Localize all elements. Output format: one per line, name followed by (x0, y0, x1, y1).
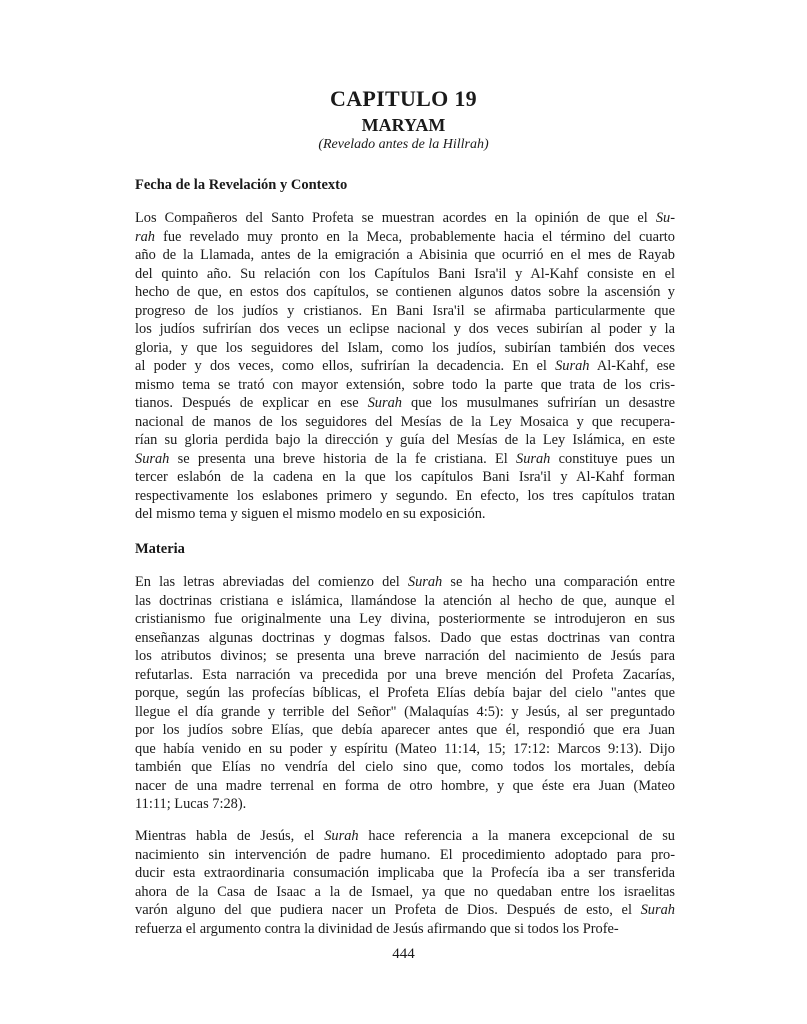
text-segment: llegue el día grande y terrible del Señor" (Malaquías 4:5): y Jesús, al ser preguntado (135, 703, 675, 720)
text-line (135, 357, 675, 376)
text-line (135, 246, 675, 265)
text-line (135, 505, 675, 524)
text-line (135, 468, 675, 487)
text-segment: gloria, y que los seguidores del Islam, como los judíos, subirían también dos veces (135, 339, 675, 356)
text-segment: 11:11; Lucas 7:28). (135, 796, 247, 812)
italic-segment: Surah (135, 450, 170, 467)
text-line (135, 777, 675, 796)
text-segment: Los Compañeros del Santo Profeta se muestran acordes en la opinión de que el (135, 210, 656, 226)
italic-segment: Surah (516, 450, 551, 467)
italic-segment: Surah (367, 395, 402, 411)
text-line (135, 265, 675, 284)
text-line (135, 394, 675, 413)
paragraph-context (135, 209, 675, 524)
text-segment: Al-Kahf, ese (589, 358, 675, 374)
text-segment: fue revelado muy pronto en la Meca, probablemente hacia el término del cuarto (155, 228, 675, 245)
text-line (135, 450, 675, 469)
text-segment: nacer de una madre terrenal en forma de otro hombre, y que éste era Juan (Mateo (135, 777, 675, 794)
text-segment: refuerza el argumento contra la divinidad de Jesús afirmando que si todos los Profe- (135, 920, 619, 937)
text-segment: hecho de que, en estos dos capítulos, se contienen algunos datos sobre la ascensión y (135, 284, 675, 300)
text-segment: cristianismo fue originalmente una Ley divina, posteriormente se introdujeron en sus (135, 611, 675, 627)
text-line (135, 283, 675, 302)
text-segment: se ha hecho una comparación entre (442, 574, 675, 590)
text-segment: respectivamente los eslabones primero y segundo. En efecto, los tres capítulos tratan (135, 487, 675, 504)
text-segment: varón alguno del que pudiera nacer un Profeta de Dios. Después de esto, el (135, 902, 641, 918)
text-line (135, 647, 675, 666)
italic-segment: Surah (324, 828, 359, 844)
text-segment: que los musulmanes sufrirían un desastre (402, 395, 675, 411)
text-line (135, 320, 675, 339)
text-segment: ahora de la Casa de Isaac a la de Ismael, ya que no quedaban entre los israelitas (135, 883, 675, 900)
text-line (135, 592, 675, 611)
text-segment: nacional de manos de los seguidores del Mesías de la Ley Mosaica y que recupera- (135, 413, 675, 430)
text-segment: nacimiento sin intervención de padre humano. El procedimiento adoptado para pro- (135, 846, 675, 863)
text-line (135, 413, 675, 432)
text-segment: progreso de los judíos y cristianos. En Bani Isra'il se afirmaba particularmente que (135, 302, 675, 319)
text-line (135, 740, 675, 759)
paragraph-materia-1 (135, 573, 675, 814)
text-line (135, 666, 675, 685)
text-line (135, 758, 675, 777)
text-segment: del quinto año. Su relación con los Capítulos Bani Isra'il y Al-Kahf consiste en el (135, 265, 675, 282)
text-line (135, 883, 675, 902)
text-line (135, 721, 675, 740)
text-segment: al poder y dos veces, como ellos, sufrirían la decadencia. En el (135, 358, 556, 374)
page-number: 444 (392, 946, 415, 962)
section-heading-context: Fecha de la Revelación y Contexto (135, 177, 348, 193)
italic-segment: Surah (407, 574, 443, 590)
text-segment: los judíos sufrirían dos veces un eclipse nacional y dos veces subirían al poder y la (135, 321, 675, 337)
italic-segment: Surah (555, 358, 590, 374)
chapter-subtitle: MARYAM (361, 115, 446, 135)
text-line (135, 629, 675, 648)
text-segment: que había venido en su poder y espíritu (Mateo 11:14, 15; 17:12: Marcos 9:13). Dijo (135, 740, 675, 757)
text-line (135, 431, 675, 450)
text-segment: tercer eslabón de la cadena en la que los capítulos Bani Isra'il y Al-Kahf forman (135, 469, 675, 485)
text-line (135, 573, 675, 592)
text-segment: también que Elías no vendría del cielo sino que, como todos los mortales, debía (135, 759, 675, 775)
text-segment: ducir esta extraordinaria consumación implicaba que la Profecía iba a ser transferida (135, 865, 675, 881)
text-segment: constituye pues un (550, 450, 675, 467)
text-line (135, 920, 675, 939)
text-line (135, 684, 675, 703)
text-segment: rían su gloria perdida bajo la dirección y guía del Mesías de la Ley Islámica, en este (135, 432, 675, 448)
text-line (135, 846, 675, 865)
text-line (135, 228, 675, 247)
text-line (135, 487, 675, 506)
italic-segment: Surah (640, 902, 675, 918)
text-line (135, 703, 675, 722)
text-line (135, 376, 675, 395)
text-line (135, 302, 675, 321)
italic-segment: rah (135, 228, 155, 245)
text-segment: porque, según las profecías bíblicas, el Profeta Elías debía bajar del cielo "antes que (135, 685, 675, 701)
chapter-note: (Revelado antes de la Hillrah) (318, 137, 489, 152)
text-segment: enseñanzas algunas doctrinas y dogmas falsos. Dado que estas doctrinas van contra (135, 629, 675, 646)
chapter-title: CAPITULO 19 (330, 86, 477, 111)
text-line (135, 864, 675, 883)
text-line (135, 901, 675, 920)
text-line (135, 339, 675, 358)
text-line (135, 610, 675, 629)
text-segment: mismo tema se trató con mayor extensión, sobre todo la parte que trata de los cris- (135, 376, 675, 393)
text-segment: los atributos divinos; se presenta una breve narración del nacimiento de Jesús para (135, 648, 675, 664)
text-segment: año de la Llamada, antes de la emigración a Abisinia que ocurrió en el mes de Rayab (135, 247, 675, 263)
text-segment: refutarlas. Esta narración va precedida por una breve mención del Profeta Zacarías, (135, 666, 675, 683)
text-line (135, 827, 675, 846)
text-segment: las doctrinas cristiana e islámica, llamándose la atención al hecho de que, aunque el (135, 592, 675, 609)
text-segment: En las letras abreviadas del comienzo del (135, 574, 408, 590)
text-line (135, 209, 675, 228)
text-segment: Mientras habla de Jesús, el (135, 828, 325, 844)
text-segment: tianos. Después de explicar en ese (135, 395, 368, 411)
text-segment: se presenta una breve historia de la fe cristiana. El (169, 450, 516, 467)
italic-segment: Su- (655, 210, 675, 226)
text-segment: por los judíos sobre Elías, que debía aparecer antes que él, respondió que era Juan (135, 722, 675, 738)
paragraph-materia-2 (135, 827, 675, 938)
text-segment: del mismo tema y siguen el mismo modelo en su exposición. (135, 506, 486, 522)
section-heading-materia: Materia (135, 541, 185, 557)
text-segment: hace referencia a la manera excepcional de su (358, 828, 675, 844)
text-line (135, 795, 675, 814)
